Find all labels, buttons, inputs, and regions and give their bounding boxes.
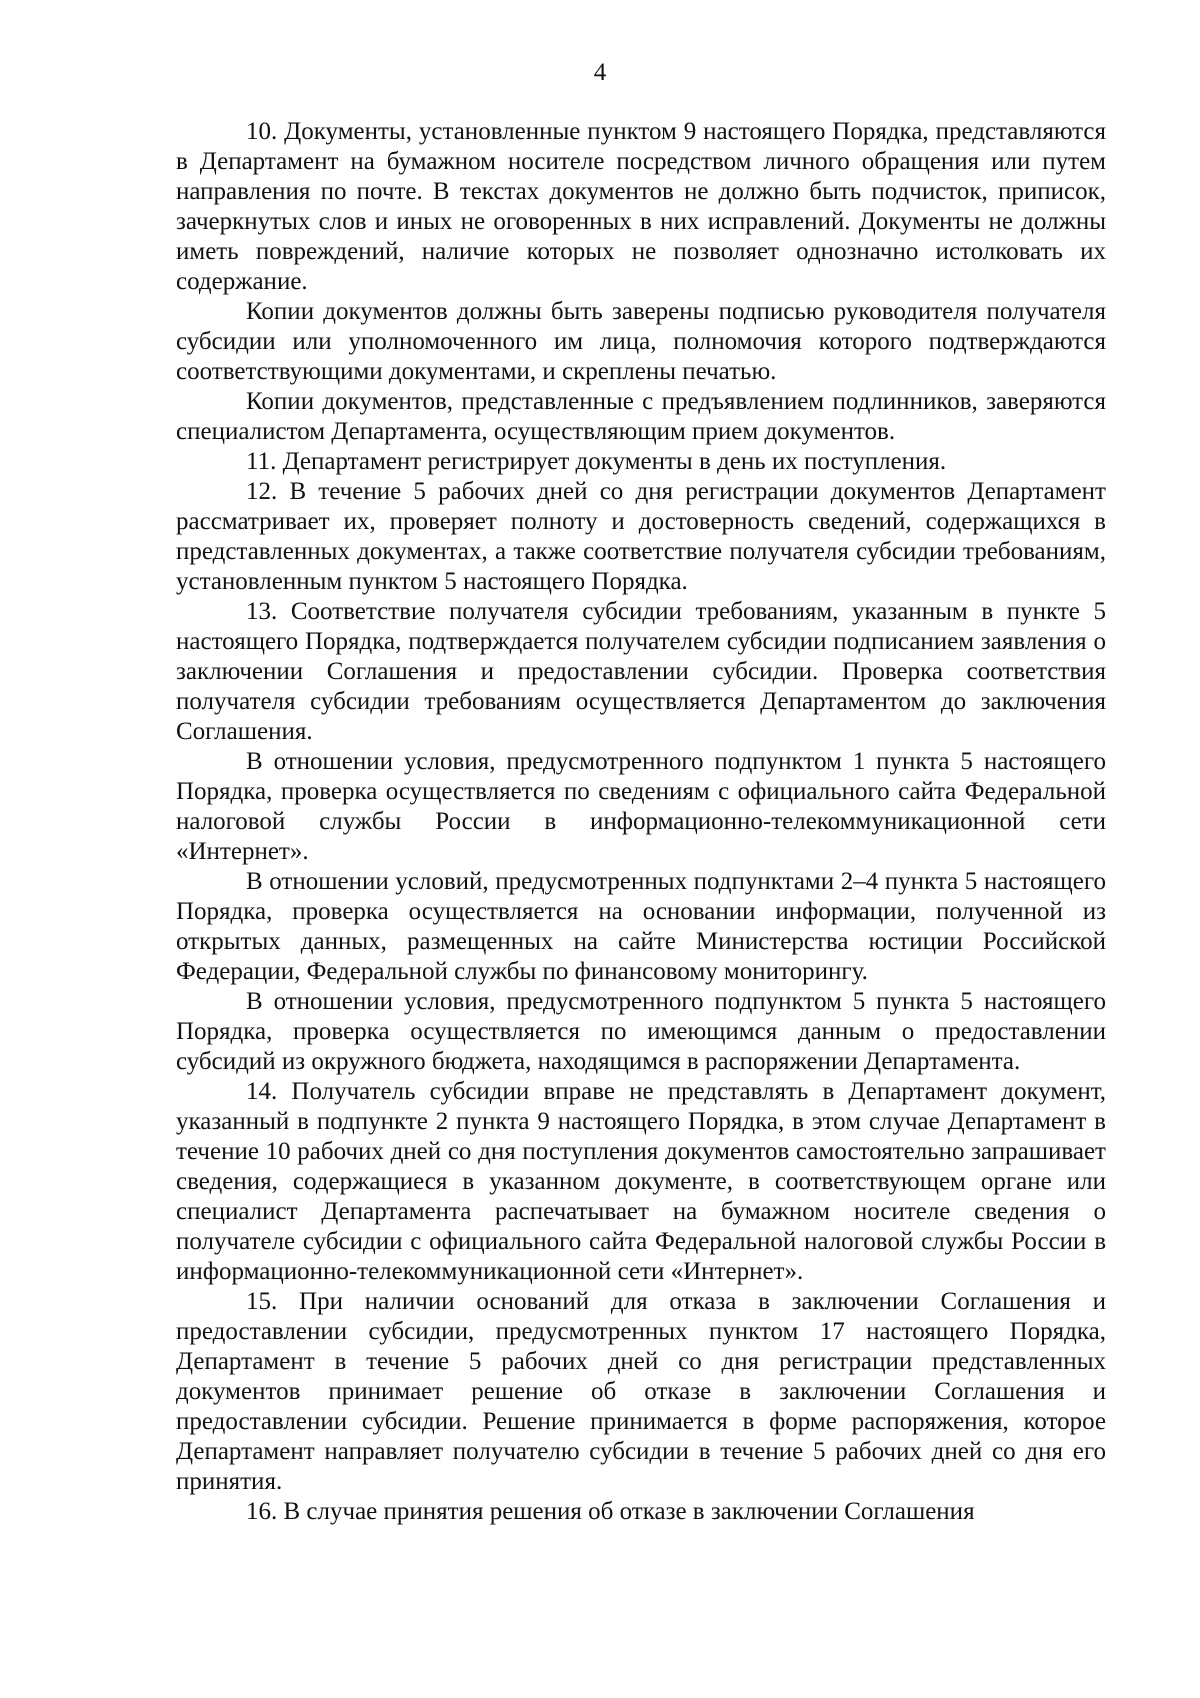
paragraph-13: 13. Соответствие получателя субсидии требованиям, указанным в пункте 5 настоящего Порядка, подтверждается получателем субсидии подписанием заявления о заключении Соглашения и предоставлении субсидии. Проверка соответствия получателя субсидии требованиям осуществляется Департаментом до заключения Соглашения. — [176, 598, 1106, 745]
paragraph-11: 11. Департамент регистрирует документы в день их поступления. — [246, 448, 947, 475]
paragraph-13-conditions-2-4: В отношении условий, предусмотренных подпунктами 2–4 пункта 5 настоящего Порядка, проверка осуществляется на основании информации, полученной из открытых данных, размещенных на сайте Министерства юстиции Российской Федерации, Федеральной службы по финансовому мониторингу. — [176, 868, 1106, 985]
paragraph-copies-with-originals: Копии документов, представленные с предъявлением подлинников, заверяются специалистом Департамента, осуществляющим прием документов. — [176, 388, 1106, 445]
paragraph-13-condition-5: В отношении условия, предусмотренного подпунктом 5 пункта 5 настоящего Порядка, проверка осуществляется по имеющимся данным о предоставлении субсидий из окружного бюджета, находящимся в распоряжении Департамента. — [176, 988, 1106, 1075]
paragraph-16: 16. В случае принятия решения об отказе в заключении Соглашения — [246, 1498, 975, 1525]
document-body — [176, 117, 1106, 1527]
paragraph-copies-certified: Копии документов должны быть заверены подписью руководителя получателя субсидии или уполномоченного им лица, полномочия которого подтверждаются соответствующими документами, и скреплены печатью. — [176, 298, 1106, 385]
paragraph-10: 10. Документы, установленные пунктом 9 настоящего Порядка, представляются в Департамент на бумажном носителе посредством личного обращения или путем направления по почте. В текстах документов не должно быть подчисток, приписок, зачеркнутых слов и иных не оговоренных в них исправлений. Документы не должны иметь повреждений, наличие которых не позволяет однозначно истолковать их содержание. — [176, 118, 1106, 295]
paragraph-14: 14. Получатель субсидии вправе не представлять в Департамент документ, указанный в подпункте 2 пункта 9 настоящего Порядка, в этом случае Департамент в течение 10 рабочих дней со дня поступления документов самостоятельно запрашивает сведения, содержащиеся в указанном документе, в соответствующем органе или специалист Департамента распечатывает на бумажном носителе сведения о получателе субсидии с официального сайта Федеральной налоговой службы России в информационно-телекоммуникационной сети «Интернет». — [176, 1078, 1106, 1285]
page-number: 4 — [593, 59, 607, 86]
paragraph-12: 12. В течение 5 рабочих дней со дня регистрации документов Департамент рассматривает их, проверяет полноту и достоверность сведений, содержащихся в представленных документах, а также соответствие получателя субсидии требованиям, установленным пунктом 5 настоящего Порядка. — [176, 478, 1106, 595]
paragraph-13-condition-1: В отношении условия, предусмотренного подпунктом 1 пункта 5 настоящего Порядка, проверка осуществляется по сведениям с официального сайта Федеральной налоговой службы России в информационно-телекоммуникационной сети «Интернет». — [176, 748, 1106, 865]
paragraph-15: 15. При наличии оснований для отказа в заключении Соглашения и предоставлении субсидии, предусмотренных пунктом 17 настоящего Порядка, Департамент в течение 5 рабочих дней со дня регистрации представленных документов принимает решение об отказе в заключении Соглашения и предоставлении субсидии. Решение принимается в форме распоряжения, которое Департамент направляет получателю субсидии в течение 5 рабочих дней со дня его принятия. — [176, 1288, 1106, 1495]
